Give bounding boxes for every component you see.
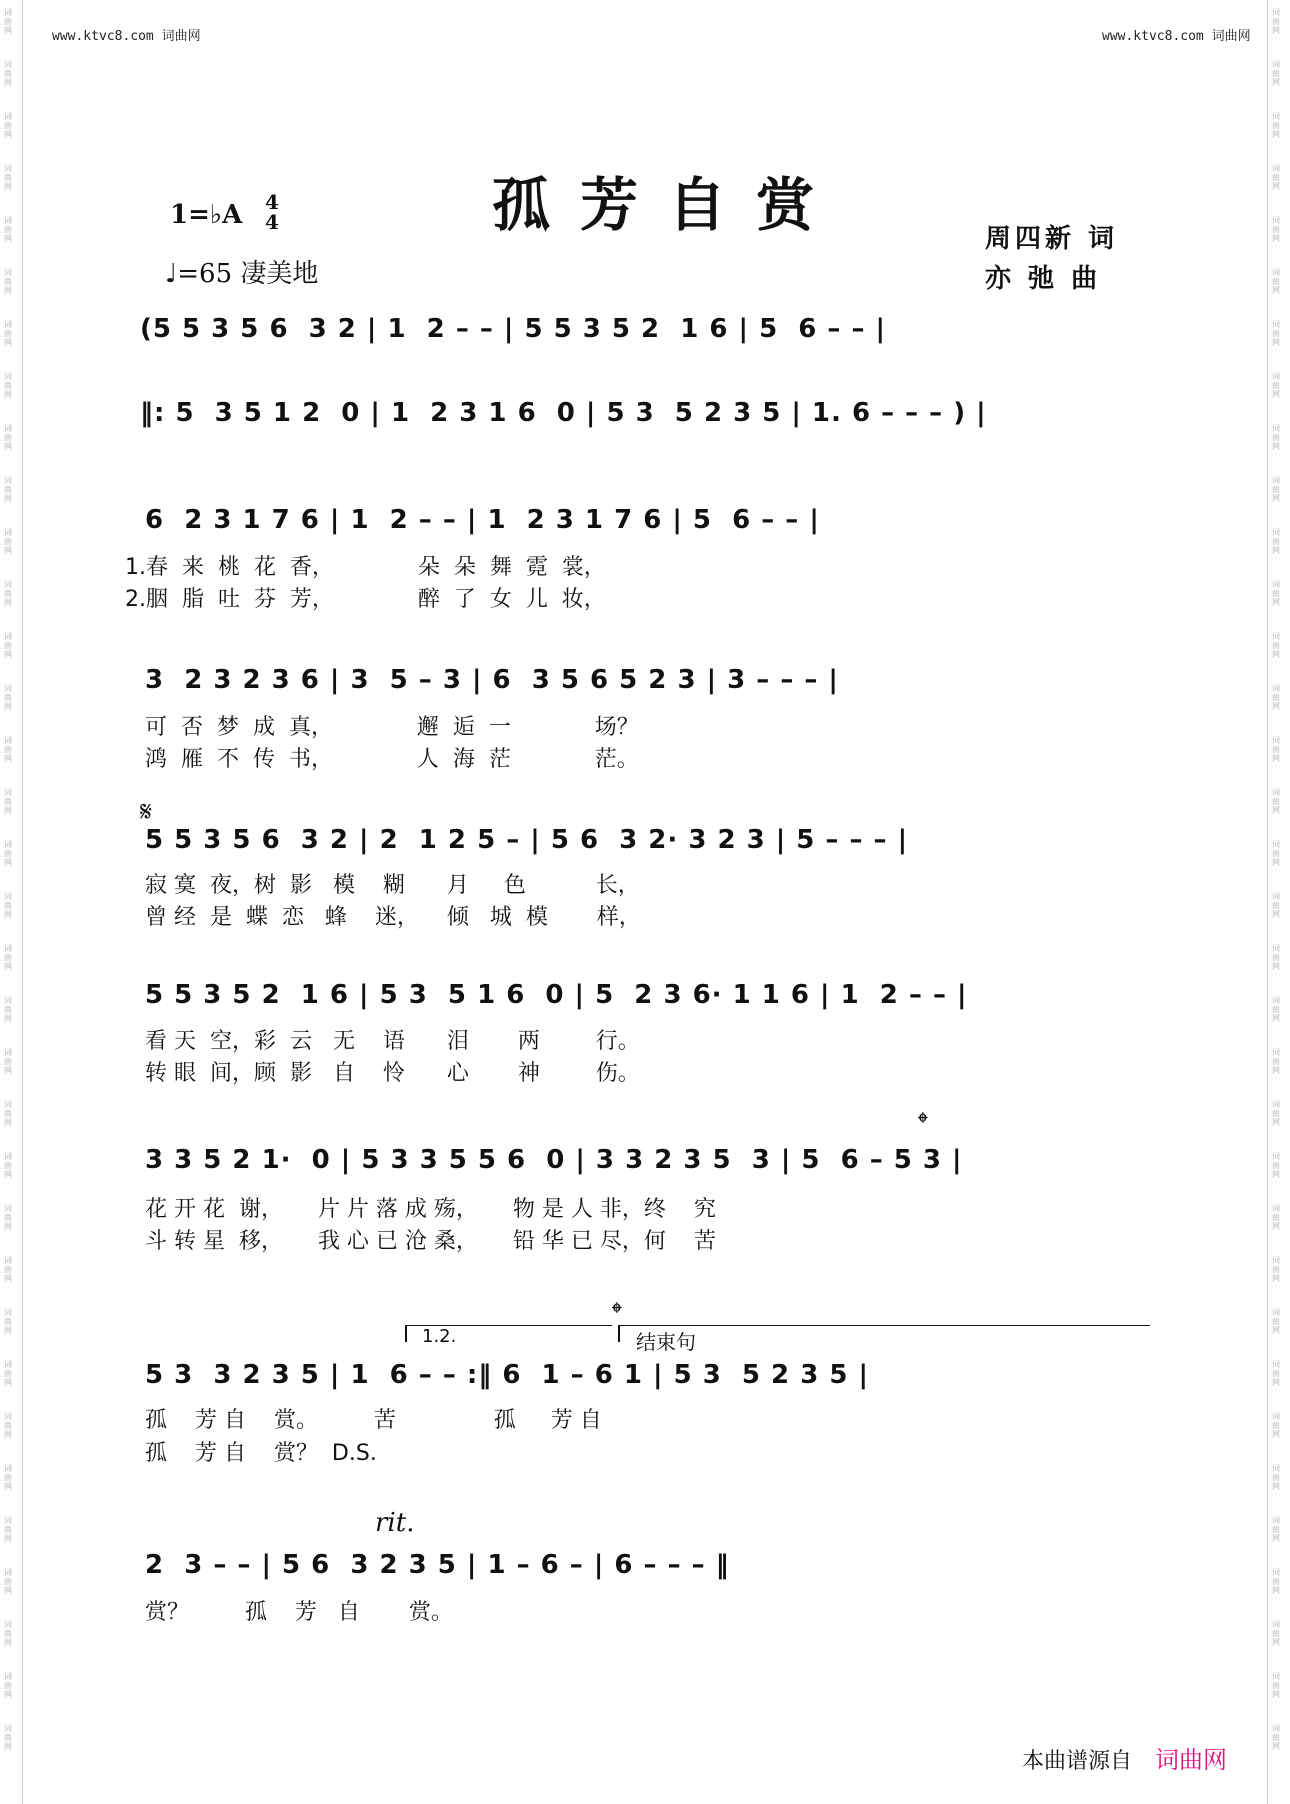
system-5-lyrics-2: 曾 经 是 蝶 恋 蜂 迷， 倾 城 模 样， bbox=[145, 905, 641, 930]
system-3-lyrics-2: 2.胭 脂 吐 芬 芳， 醉 了 女 儿 妆， bbox=[125, 587, 606, 612]
side-watermark-text: 词 曲 网 bbox=[4, 164, 12, 191]
side-watermark-text: 词 曲 网 bbox=[4, 1100, 12, 1127]
system-5-lyrics-1: 寂 寞 夜，树 影 模 糊 月 色 长， bbox=[145, 873, 640, 898]
side-watermark-text: 词 曲 网 bbox=[1272, 1464, 1280, 1491]
side-watermark-text: 词 曲 网 bbox=[4, 788, 12, 815]
footer-text: 本曲谱源自 bbox=[1022, 1749, 1133, 1774]
side-watermark-text: 词 曲 网 bbox=[1272, 112, 1280, 139]
segno-sign: 𝄋 bbox=[140, 795, 153, 828]
side-watermark-text: 词 曲 网 bbox=[4, 1568, 12, 1595]
system-6-lyrics-1: 看 天 空，彩 云 无 语 泪 两 行。 bbox=[145, 1029, 640, 1054]
side-watermark-text: 词 曲 网 bbox=[4, 1620, 12, 1647]
side-watermark-text: 词 曲 网 bbox=[4, 632, 12, 659]
side-watermark-text: 词 曲 网 bbox=[1272, 632, 1280, 659]
system-7-lyrics-2: 斗 转 星 移， 我 心 已 沧 桑， 铅 华 已 尽，何 苦 bbox=[145, 1229, 716, 1254]
side-watermark-text: 词 曲 网 bbox=[4, 684, 12, 711]
side-watermark-text: 词 曲 网 bbox=[4, 840, 12, 867]
side-watermark-text: 词 曲 网 bbox=[1272, 1152, 1280, 1179]
side-watermark-text: 词 曲 网 bbox=[4, 1412, 12, 1439]
side-watermark-text: 词 曲 网 bbox=[1272, 60, 1280, 87]
side-watermark-text: 词 曲 网 bbox=[1272, 580, 1280, 607]
side-watermark-text: 词 曲 网 bbox=[1272, 684, 1280, 711]
side-watermark-text: 词 曲 网 bbox=[1272, 268, 1280, 295]
system-1-notes: (5 5 3 5 6 3 2 | 1 2 – – | 5 5 3 5 2 1 6 | 5 6 – – | bbox=[140, 314, 887, 344]
volta-label: 1.2. bbox=[422, 1326, 457, 1347]
system-2-notes: ‖: 5 3 5 1 2 0 | 1 2 3 1 6 0 | 5 3 5 2 3 5 | 1. 6 – – – ) | bbox=[140, 398, 987, 428]
side-watermark-text: 词 曲 网 bbox=[4, 1256, 12, 1283]
system-8-lyrics-2: 孤 芳 自 赏？ D.S. bbox=[145, 1441, 377, 1466]
system-3-notes: 6 2 3 1 7 6 | 1 2 – – | 1 2 3 1 7 6 | 5 6 – – | bbox=[145, 505, 820, 535]
system-4-notes: 3 2 3 2 3 6 | 3 5 – 3 | 6 3 5 6 5 2 3 | 3 – – – | bbox=[145, 665, 839, 695]
side-watermark-text: 词 曲 网 bbox=[4, 8, 12, 35]
side-watermark-text: 词 曲 网 bbox=[1272, 424, 1280, 451]
time-bottom: 4 bbox=[265, 210, 279, 234]
rit-marking: rit. bbox=[375, 1508, 415, 1538]
side-watermark-text: 词 曲 网 bbox=[1272, 1308, 1280, 1335]
side-watermark-text: 词 曲 网 bbox=[4, 1724, 12, 1751]
side-watermark-text: 词 曲 网 bbox=[1272, 1204, 1280, 1231]
side-watermark-text: 词 曲 网 bbox=[4, 1360, 12, 1387]
side-watermark-text: 词 曲 网 bbox=[1272, 788, 1280, 815]
side-watermark-text: 词 曲 网 bbox=[4, 216, 12, 243]
system-9-lyrics-1: 赏？ 孤 芳 自 赏。 bbox=[145, 1600, 453, 1625]
watermark-left: www.ktvc8.com 词曲网 bbox=[52, 29, 201, 44]
side-watermark-text: 词 曲 网 bbox=[4, 1048, 12, 1075]
system-7-notes: 3 3 5 2 1· 0 | 5 3 3 5 5 6 0 | 3 3 2 3 5 3 | 5 6 – 5 3 | bbox=[145, 1145, 963, 1175]
ending-label: 结束句 bbox=[636, 1330, 696, 1354]
side-watermark-text: 词 曲 网 bbox=[1272, 892, 1280, 919]
side-watermark-text: 词 曲 网 bbox=[4, 1308, 12, 1335]
side-watermark-text: 词 曲 网 bbox=[1272, 1516, 1280, 1543]
side-watermark-text: 词 曲 网 bbox=[4, 268, 12, 295]
system-4-lyrics-2: 鸿 雁 不 传 书， 人 海 茫 茫。 bbox=[145, 747, 639, 772]
composer-credit: 亦 弛 曲 bbox=[985, 264, 1102, 294]
side-watermark-text: 词 曲 网 bbox=[1272, 1048, 1280, 1075]
time-top: 4 bbox=[265, 190, 279, 214]
side-watermark-text: 词 曲 网 bbox=[1272, 1360, 1280, 1387]
page-title: 孤芳自赏 bbox=[492, 171, 845, 239]
side-watermark-text: 词 曲 网 bbox=[1272, 1412, 1280, 1439]
system-6-lyrics-2: 转 眼 间，顾 影 自 怜 心 神 伤。 bbox=[145, 1061, 640, 1086]
side-watermark-text: 词 曲 网 bbox=[1272, 8, 1280, 35]
left-side-strip bbox=[0, 0, 23, 1804]
side-watermark-text: 词 曲 网 bbox=[1272, 164, 1280, 191]
side-watermark-text: 词 曲 网 bbox=[4, 528, 12, 555]
watermark-right: www.ktvc8.com 词曲网 bbox=[1102, 29, 1251, 44]
side-watermark-text: 词 曲 网 bbox=[4, 424, 12, 451]
system-8-lyrics-1: 孤 芳 自 赏。 苦 孤 芳 自 bbox=[145, 1408, 602, 1433]
system-6-notes: 5 5 3 5 2 1 6 | 5 3 5 1 6 0 | 5 2 3 6· 1 1 6 | 1 2 – – | bbox=[145, 980, 968, 1010]
footer-source-text bbox=[1022, 1740, 1227, 1775]
side-watermark-text: 词 曲 网 bbox=[4, 476, 12, 503]
side-watermark-text: 词 曲 网 bbox=[4, 996, 12, 1023]
side-watermark-text: 词 曲 网 bbox=[1272, 528, 1280, 555]
time-signature bbox=[265, 192, 279, 232]
side-watermark-text: 词 曲 网 bbox=[4, 1672, 12, 1699]
side-watermark-text: 词 曲 网 bbox=[1272, 944, 1280, 971]
side-watermark-text: 词 曲 网 bbox=[1272, 1620, 1280, 1647]
side-watermark-text: 词 曲 网 bbox=[4, 1516, 12, 1543]
side-watermark-text: 词 曲 网 bbox=[1272, 840, 1280, 867]
side-watermark-text: 词 曲 网 bbox=[4, 1464, 12, 1491]
side-watermark-text: 词 曲 网 bbox=[4, 1204, 12, 1231]
side-watermark-text: 词 曲 网 bbox=[1272, 1100, 1280, 1127]
system-5-notes: 5 5 3 5 6 3 2 | 2 1 2 5 – | 5 6 3 2· 3 2 3 | 5 – – – | bbox=[145, 825, 909, 855]
side-watermark-text: 词 曲 网 bbox=[1272, 320, 1280, 347]
system-7-lyrics-1: 花 开 花 谢， 片 片 落 成 殇， 物 是 人 非，终 究 bbox=[145, 1197, 716, 1222]
side-watermark-text: 词 曲 网 bbox=[4, 320, 12, 347]
tempo-marking: ♩=65 凄美地 bbox=[165, 259, 319, 289]
ending-bracket bbox=[618, 1325, 1150, 1342]
footer-brand-link[interactable]: 词曲网 bbox=[1155, 1746, 1228, 1774]
side-watermark-text: 词 曲 网 bbox=[4, 944, 12, 971]
side-watermark-text: 词 曲 网 bbox=[1272, 1256, 1280, 1283]
system-4-lyrics-1: 可 否 梦 成 真， 邂 逅 一 场？ bbox=[145, 715, 639, 740]
side-watermark-text: 词 曲 网 bbox=[4, 60, 12, 87]
side-watermark-text: 词 曲 网 bbox=[1272, 736, 1280, 763]
side-watermark-text: 词 曲 网 bbox=[1272, 476, 1280, 503]
side-watermark-text: 词 曲 网 bbox=[1272, 1568, 1280, 1595]
system-8-notes: 5 3 3 2 3 5 | 1 6 – – :‖ 6 1 – 6 1 | 5 3 5 2 3 5 | bbox=[145, 1360, 869, 1390]
coda-sign-1: 𝄌 bbox=[918, 1106, 928, 1139]
side-watermark-text: 词 曲 网 bbox=[4, 580, 12, 607]
key-signature: 1=♭A bbox=[170, 200, 243, 230]
side-watermark-text: 词 曲 网 bbox=[1272, 1672, 1280, 1699]
lyricist-credit: 周四新 词 bbox=[985, 224, 1119, 254]
side-watermark-text: 词 曲 网 bbox=[1272, 996, 1280, 1023]
right-side-strip bbox=[1267, 0, 1290, 1804]
side-watermark-text: 词 曲 网 bbox=[1272, 1724, 1280, 1751]
side-watermark-text: 词 曲 网 bbox=[4, 736, 12, 763]
side-watermark-text: 词 曲 网 bbox=[4, 892, 12, 919]
side-watermark-text: 词 曲 网 bbox=[4, 372, 12, 399]
coda-sign-2: 𝄌 bbox=[612, 1296, 622, 1329]
side-watermark-text: 词 曲 网 bbox=[1272, 372, 1280, 399]
side-watermark-text: 词 曲 网 bbox=[1272, 216, 1280, 243]
side-watermark-text: 词 曲 网 bbox=[4, 112, 12, 139]
system-3-lyrics-1: 1.春 来 桃 花 香， 朵 朵 舞 霓 裳， bbox=[125, 555, 606, 580]
side-watermark-text: 词 曲 网 bbox=[4, 1152, 12, 1179]
system-9-notes: 2 3 – – | 5 6 3 2 3 5 | 1 – 6 – | 6 – – – ‖ bbox=[145, 1550, 730, 1580]
